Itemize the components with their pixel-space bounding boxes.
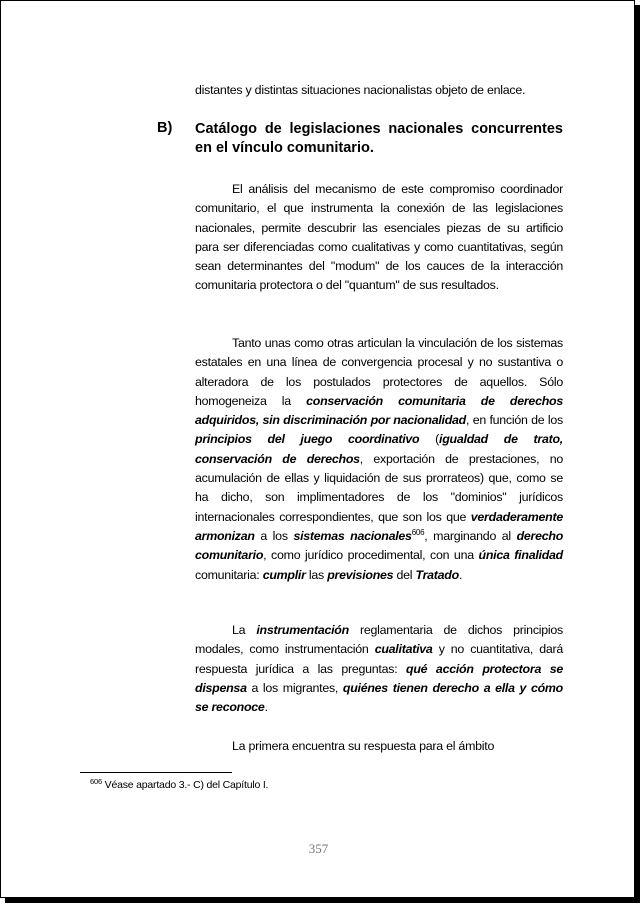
text-run: a los migrantes, [246, 680, 343, 695]
text-run: ( [419, 432, 440, 447]
footnote-text: Véase apartado 3.- C) del Capítulo I. [101, 779, 269, 791]
text-run: las [305, 567, 328, 582]
emphasis-run: verdaderamente armonizan [195, 509, 563, 543]
emphasis-run: igualdad de trato, conservación de derechos [195, 432, 564, 466]
paragraph-3 [195, 621, 563, 717]
emphasis-run: única finalidad [478, 548, 564, 563]
text-run: La [232, 623, 257, 637]
paragraph-1: El análisis del mecanismo de este compromiso coordinador comunitario, el que instrumenta la conexión de las legislaciones nacionales, permite descubrir las esenciales piezas de su artificio para ser diferenciadas como cualitativas y como cuantitativas, según sean determinantes del "modum" de los cauces de la interacción comunitaria protectora o del "quantum" de sus resultados. [195, 182, 563, 293]
text-run: , en función de los [466, 413, 564, 428]
text-run: comunitaria: [195, 567, 263, 582]
section-letter: B) [157, 120, 173, 136]
footnote-separator [80, 772, 232, 773]
text-run: , marginando al [424, 528, 517, 543]
footnote-reference[interactable]: 606 [411, 527, 425, 537]
page-number: 357 [308, 841, 329, 856]
emphasis-run: sistemas nacionales [293, 528, 412, 543]
footnote-number: 606 [90, 777, 102, 786]
paragraph-4: La primera encuentra su respuesta para el ámbito [232, 739, 495, 753]
text-run: a los [254, 528, 294, 543]
emphasis-run: previsiones [327, 567, 394, 582]
emphasis-run: cualitativa [374, 642, 433, 657]
text-run: reglamentaria de dichos principios modales, como instrumentación [195, 623, 563, 657]
text-run: del [393, 567, 416, 582]
emphasis-run: Tratado [415, 567, 459, 582]
emphasis-run: cumplir [262, 567, 306, 582]
text-run: Tanto unas como otras articulan la vinculación de los sistemas estatales en una línea de convergencia procesal y no sustantiva o alteradora de los postulados protectores de aquellos. Sólo homogeneiza la [195, 336, 563, 408]
text-run: . [458, 567, 463, 582]
emphasis-run: qué acción protectora se dispensa [195, 661, 563, 695]
paragraph-2 [195, 334, 563, 585]
emphasis-run: conservación comunitaria de derechos adquiridos, sin discriminación por nacionalidad [195, 393, 563, 428]
emphasis-run: quiénes tienen derecho a ella y cómo se reconoce [195, 680, 563, 715]
emphasis-run: principios del juego coordinativo [195, 432, 420, 447]
text-run: , como jurídico procedimental, con una [263, 548, 479, 563]
text-run: . [264, 700, 268, 715]
text-run: , exportación de prestaciones, no acumulación de ellas y liquidación de sus prorrateos) que, como se ha dicho, son implimentadores de los "dominios" jurídicos internacionales correspondientes, que son los que [195, 451, 563, 524]
footnote [90, 779, 268, 791]
continuation-line: distantes y distintas situaciones nacionalistas objeto de enlace. [195, 83, 526, 97]
emphasis-run: instrumentación [256, 623, 349, 637]
section-heading: Catálogo de legislaciones nacionales concurrentes en el vínculo comunitario. [195, 121, 563, 156]
emphasis-run: derecho comunitario [195, 528, 564, 563]
text-run: y no cuantitativa, dará respuesta jurídica a las preguntas: [195, 642, 563, 676]
